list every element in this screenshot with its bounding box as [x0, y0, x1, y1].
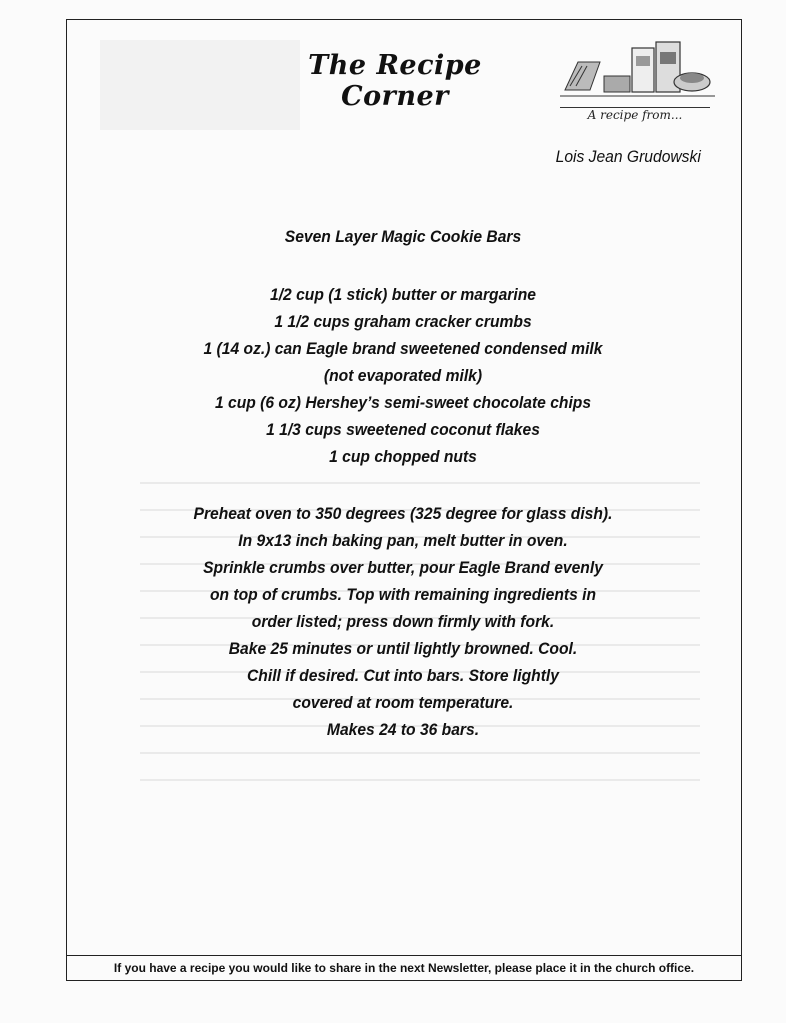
direction-line: Preheat oven to 350 degrees (325 degree for glass dish).	[193, 504, 613, 523]
footer-note: If you have a recipe you would like to share in the next Newsletter, please place it in the church office.	[66, 955, 742, 981]
ingredient-line: (not evaporated milk)	[323, 366, 483, 385]
direction-line: Bake 25 minutes or until lightly browned. Cool.	[228, 639, 578, 658]
kitchen-illustration-icon	[560, 40, 715, 102]
direction-line: covered at room temperature.	[292, 693, 514, 712]
direction-line: Sprinkle crumbs over butter, pour Eagle Brand evenly	[203, 558, 603, 577]
recipe-title: Seven Layer Magic Cookie Bars	[284, 227, 522, 246]
direction-line: order listed; press down firmly with fork.	[251, 612, 555, 631]
ingredient-line: 1 1/2 cups graham cracker crumbs	[274, 312, 532, 331]
ingredient-line: 1 cup (6 oz) Hershey’s semi-sweet chocolate chips	[214, 393, 592, 412]
directions-list	[93, 500, 713, 743]
page-title: The Recipe Corner	[308, 50, 482, 112]
author-name: Lois Jean Grudowski	[555, 147, 701, 166]
ingredient-line: 1 (14 oz.) can Eagle brand sweetened condensed milk	[203, 339, 603, 358]
ingredient-list	[93, 281, 713, 470]
ingredient-line: 1 1/3 cups sweetened coconut flakes	[266, 420, 540, 439]
direction-line: on top of crumbs. Top with remaining ingredients in	[209, 585, 597, 604]
direction-line: In 9x13 inch baking pan, melt butter in oven.	[238, 531, 568, 550]
recipe-logo	[560, 40, 715, 122]
direction-line: Makes 24 to 36 bars.	[326, 720, 480, 739]
ingredient-line: 1 cup chopped nuts	[329, 447, 477, 466]
ingredient-line: 1/2 cup (1 stick) butter or margarine	[270, 285, 536, 304]
logo-caption: A recipe from...	[560, 107, 710, 122]
direction-line: Chill if desired. Cut into bars. Store lightly	[247, 666, 559, 685]
